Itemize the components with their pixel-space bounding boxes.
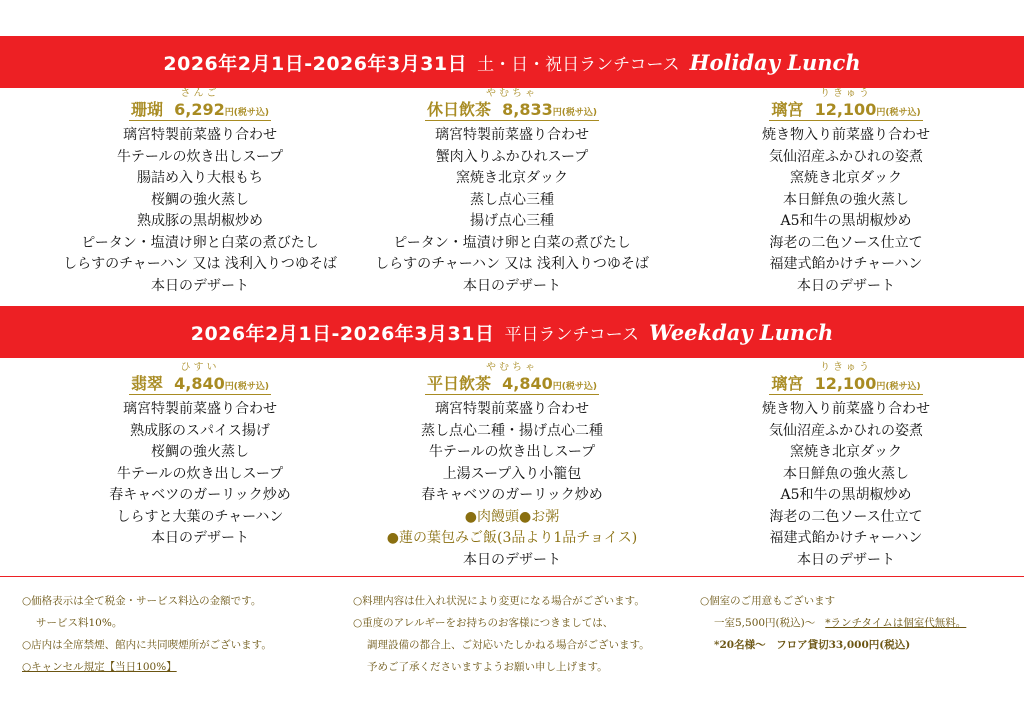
course-ruby: りきゅう bbox=[820, 88, 872, 99]
note-allergy-cont: 調理設備の都合上、ご対応いたしかねる場合がございます。 bbox=[367, 639, 650, 651]
course-ruby: さんご bbox=[180, 88, 220, 99]
course-menu-list bbox=[50, 125, 350, 297]
notes-column-3 bbox=[700, 590, 966, 656]
menu-item: ピータン・塩漬け卵と白菜の煮びたし bbox=[81, 234, 319, 251]
course-price: 12,100 bbox=[814, 374, 877, 393]
menu-item: 窯焼き北京ダック bbox=[790, 444, 902, 460]
menu-item: ピータン・塩漬け卵と白菜の煮びたし bbox=[393, 234, 631, 251]
menu-item: 本日のデザート bbox=[463, 277, 561, 294]
course-name: 翡翠 bbox=[130, 374, 163, 393]
holiday-english-title: Holiday Lunch bbox=[689, 49, 861, 75]
menu-item: 上湯スープ入り小籠包 bbox=[442, 465, 582, 482]
menu-item: 牛テールの炊き出しスープ bbox=[428, 444, 596, 460]
note-floor-rental: *20名様〜 フロア貸切33,000円(税込) bbox=[714, 639, 911, 651]
note-room-free-lunch: *ランチタイムは個室代無料。 bbox=[825, 617, 967, 629]
course-price: 6,292 bbox=[174, 100, 225, 119]
course-tax-note: (税サ込) bbox=[233, 382, 269, 392]
course-ruby: やむちゃ bbox=[486, 88, 538, 99]
course-hisui bbox=[50, 362, 350, 550]
menu-item: 窯焼き北京ダック bbox=[456, 170, 568, 186]
course-heading bbox=[425, 100, 599, 121]
course-tax-note: (税サ込) bbox=[885, 382, 921, 392]
holiday-banner bbox=[0, 36, 1024, 88]
course-ruby: りきゅう bbox=[820, 362, 872, 373]
menu-item: 牛テールの炊き出しスープ bbox=[116, 148, 284, 165]
menu-item: 本日のデザート bbox=[463, 551, 561, 568]
menu-item: しらすと大葉のチャーハン bbox=[116, 508, 284, 525]
course-price: 4,840 bbox=[502, 374, 553, 393]
menu-item: 福建式餡かけチャーハン bbox=[769, 530, 923, 546]
menu-item: 揚げ点心三種 bbox=[470, 213, 554, 229]
menu-item: 春キャベツのガーリック炒め bbox=[109, 487, 291, 503]
course-heading bbox=[425, 374, 599, 395]
menu-item: 焼き物入り前菜盛り合わせ bbox=[762, 127, 930, 143]
menu-item: 璃宮特製前菜盛り合わせ bbox=[123, 401, 277, 417]
menu-item: 焼き物入り前菜盛り合わせ bbox=[762, 401, 930, 417]
course-price-unit: 円 bbox=[552, 108, 562, 118]
course-ruby: ひすい bbox=[180, 362, 220, 373]
notes-column-2 bbox=[353, 590, 650, 678]
course-rikyu-holiday bbox=[696, 88, 996, 297]
menu-choice-item: ●肉饅頭●お粥 bbox=[464, 508, 560, 525]
menu-item: 春キャベツのガーリック炒め bbox=[421, 487, 603, 503]
menu-item: 気仙沼産ふかひれの姿煮 bbox=[769, 148, 923, 165]
note-allergy-request: 予めご了承くださいますようお願い申し上げます。 bbox=[367, 661, 608, 673]
course-rikyu-weekday bbox=[696, 362, 996, 571]
menu-item: 璃宮特製前菜盛り合わせ bbox=[435, 401, 589, 417]
course-name: 休日飲茶 bbox=[426, 100, 491, 119]
course-tax-note: (税サ込) bbox=[233, 108, 269, 118]
menu-item: 本日のデザート bbox=[151, 530, 249, 546]
course-price-unit: 円 bbox=[224, 108, 234, 118]
menu-item: 本日のデザート bbox=[151, 277, 249, 294]
holiday-course-title: 土・日・祝日ランチコース bbox=[477, 54, 680, 75]
menu-item: 本日のデザート bbox=[797, 551, 895, 568]
notes-column-1 bbox=[22, 590, 272, 678]
course-tax-note: (税サ込) bbox=[885, 108, 921, 118]
course-price-unit: 円 bbox=[876, 382, 886, 392]
course-price: 8,833 bbox=[502, 100, 553, 119]
menu-item: 牛テールの炊き出しスープ bbox=[116, 465, 284, 482]
course-price-unit: 円 bbox=[224, 382, 234, 392]
menu-item: 璃宮特製前菜盛り合わせ bbox=[123, 127, 277, 143]
menu-item: 璃宮特製前菜盛り合わせ bbox=[435, 127, 589, 143]
menu-item: 蟹肉入りふかひれスープ bbox=[435, 148, 589, 165]
course-name: 璃宮 bbox=[771, 100, 804, 119]
course-price: 4,840 bbox=[174, 374, 225, 393]
menu-item: A5和牛の黒胡椒炒め bbox=[780, 487, 912, 503]
note-price-display: ○価格表示は全て税金・サービス料込の金額です。 bbox=[22, 595, 262, 607]
note-smoking: ○店内は全席禁煙、館内に共同喫煙所がございます。 bbox=[22, 639, 272, 651]
course-sango bbox=[50, 88, 350, 297]
course-weekday-yamucha bbox=[362, 362, 662, 571]
menu-item: 気仙沼産ふかひれの姿煮 bbox=[769, 422, 923, 439]
note-allergy: ○重度のアレルギーをお持ちのお客様につきましては、 bbox=[353, 617, 614, 629]
note-room-price: 一室5,500円(税込)〜 bbox=[714, 617, 816, 629]
weekday-course-title: 平日ランチコース bbox=[504, 324, 639, 345]
menu-item: 福建式餡かけチャーハン bbox=[769, 256, 923, 272]
course-name: 平日飲茶 bbox=[426, 374, 491, 393]
menu-item: 桜鯛の強火蒸し bbox=[151, 444, 249, 460]
menu-item: 本日鮮魚の強火蒸し bbox=[783, 465, 909, 482]
course-name: 珊瑚 bbox=[130, 100, 163, 119]
course-menu-list bbox=[696, 399, 996, 571]
menu-item: 熟成豚の黒胡椒炒め bbox=[137, 213, 263, 229]
course-name: 璃宮 bbox=[771, 374, 804, 393]
course-menu-list bbox=[696, 125, 996, 297]
menu-item: A5和牛の黒胡椒炒め bbox=[780, 213, 912, 229]
menu-item: しらすのチャーハン 又は 浅利入りつゆそば bbox=[375, 256, 649, 272]
note-private-room: ○個室のご用意もございます bbox=[700, 595, 836, 607]
course-heading bbox=[769, 374, 922, 395]
menu-item: 本日のデザート bbox=[797, 277, 895, 294]
menu-item: 腸詰め入り大根もち bbox=[137, 170, 263, 186]
menu-item: 蒸し点心二種・揚げ点心二種 bbox=[421, 422, 603, 439]
course-price-unit: 円 bbox=[876, 108, 886, 118]
weekday-date: 2026年2月1日-2026年3月31日 bbox=[190, 322, 495, 345]
menu-item: 海老の二色ソース仕立て bbox=[769, 508, 923, 525]
holiday-date: 2026年2月1日-2026年3月31日 bbox=[163, 52, 468, 75]
menu-item: 窯焼き北京ダック bbox=[790, 170, 902, 186]
menu-item: 桜鯛の強火蒸し bbox=[151, 191, 249, 208]
weekday-english-title: Weekday Lunch bbox=[648, 319, 834, 345]
note-menu-change: ○料理内容は仕入れ状況により変更になる場合がございます。 bbox=[353, 595, 645, 607]
notes-divider bbox=[0, 576, 1024, 577]
course-holiday-yamucha bbox=[362, 88, 662, 297]
menu-item: 蒸し点心三種 bbox=[470, 191, 554, 208]
course-menu-list bbox=[362, 399, 662, 571]
course-price: 12,100 bbox=[814, 100, 877, 119]
menu-choice-item: ●蓮の葉包みご飯(3品より1品チョイス) bbox=[386, 530, 638, 546]
note-service-charge: サービス料10%。 bbox=[36, 617, 123, 629]
course-heading bbox=[129, 374, 271, 395]
course-menu-list bbox=[50, 399, 350, 550]
note-room-price-line bbox=[700, 612, 966, 634]
course-price-unit: 円 bbox=[552, 382, 562, 392]
weekday-banner bbox=[0, 306, 1024, 358]
course-tax-note: (税サ込) bbox=[561, 382, 597, 392]
course-ruby: やむちゃ bbox=[486, 362, 538, 373]
course-menu-list bbox=[362, 125, 662, 297]
course-tax-note: (税サ込) bbox=[561, 108, 597, 118]
course-heading bbox=[129, 100, 271, 121]
course-heading bbox=[769, 100, 922, 121]
menu-item: 熟成豚のスパイス揚げ bbox=[130, 422, 270, 439]
note-cancel-policy: ○キャンセル規定【当日100%】 bbox=[22, 661, 177, 673]
menu-item: 海老の二色ソース仕立て bbox=[769, 234, 923, 251]
menu-item: 本日鮮魚の強火蒸し bbox=[783, 191, 909, 208]
menu-item: しらすのチャーハン 又は 浅利入りつゆそば bbox=[63, 256, 337, 272]
